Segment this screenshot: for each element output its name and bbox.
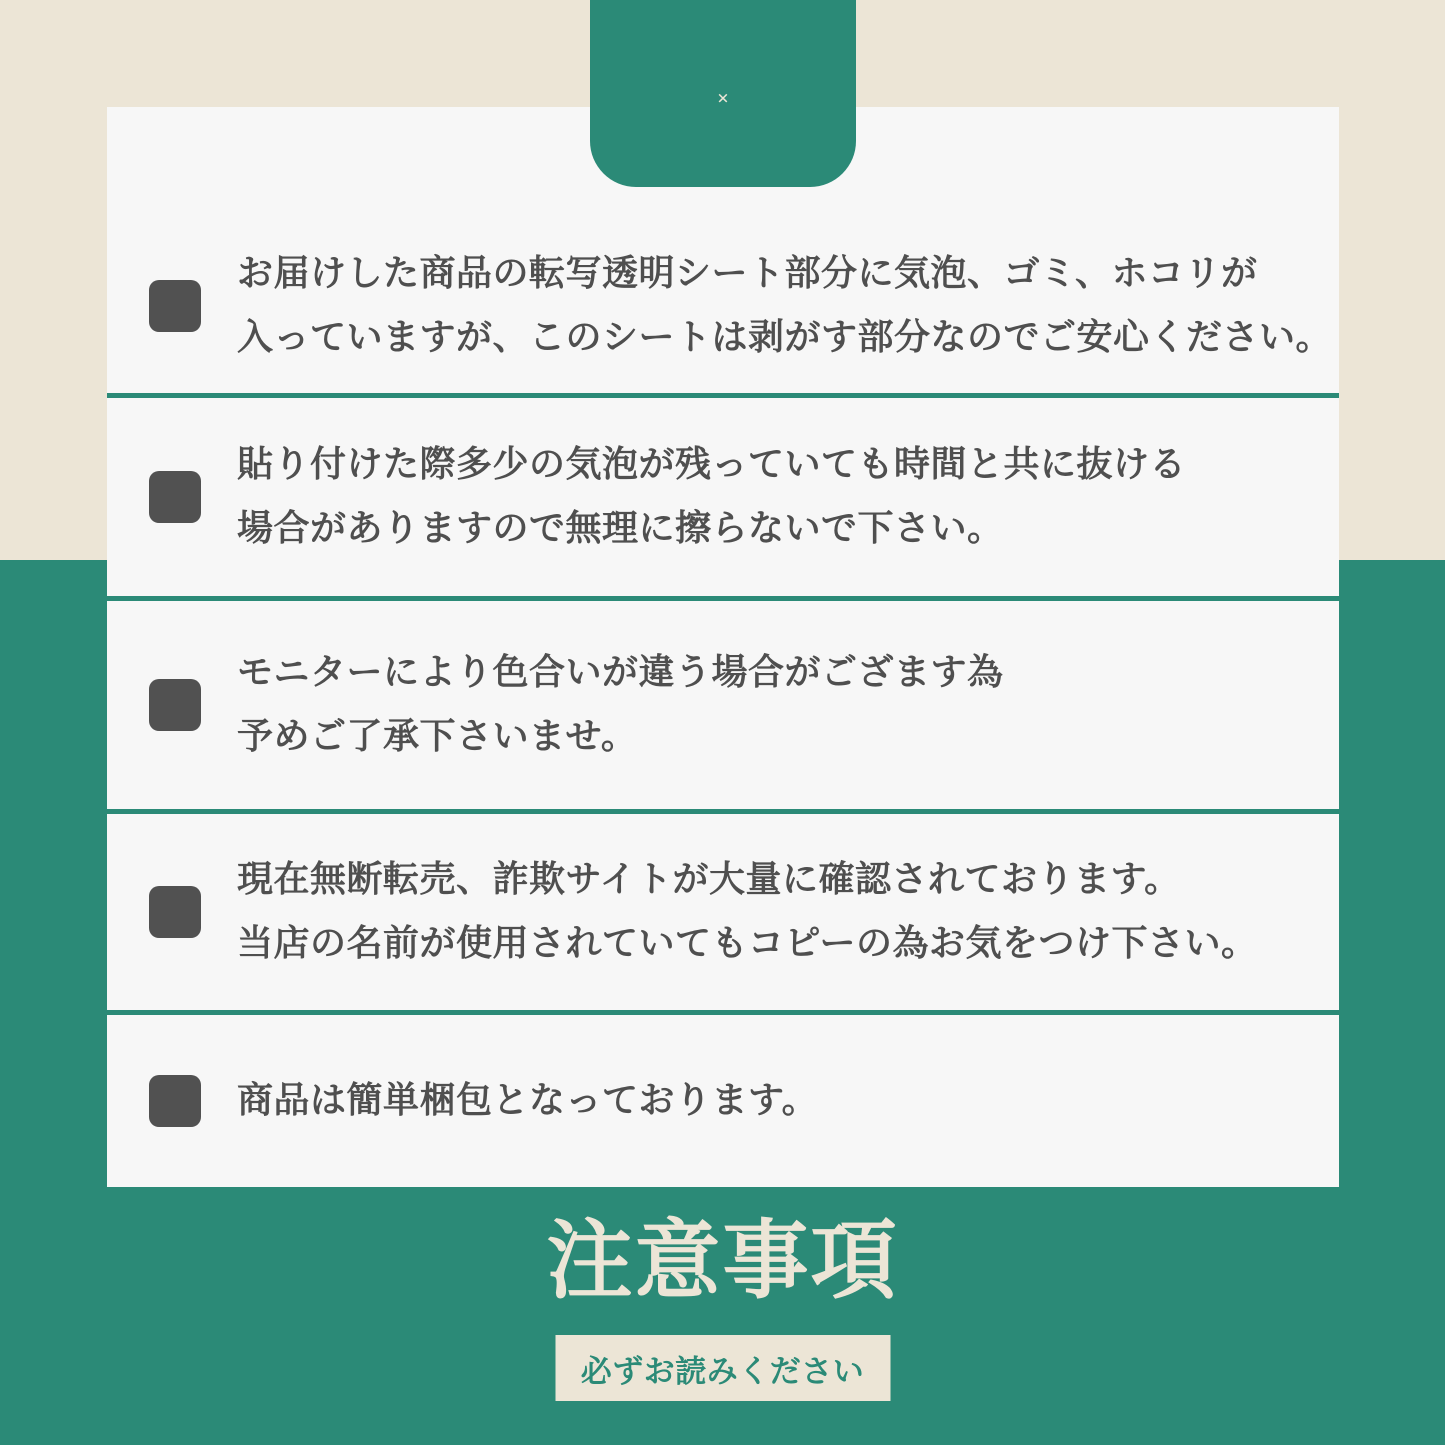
notice-item — [107, 393, 1339, 596]
notice-item — [107, 1010, 1339, 1187]
logo-x-icon: × — [716, 87, 729, 109]
notice-panel — [107, 107, 1339, 1187]
notice-text-line: モニターにより色合いが違う場合がござます為 — [237, 652, 1004, 693]
notice-text-line: 入っていますが、このシートは剥がす部分なのでご安心ください。 — [237, 317, 1333, 358]
checkbox-icon — [149, 886, 201, 938]
brand-logo-circle — [590, 0, 856, 187]
checkbox-icon — [149, 280, 201, 332]
notice-text — [237, 242, 1332, 370]
notice-item — [107, 809, 1339, 1010]
checkbox-icon — [149, 1075, 201, 1127]
must-read-label — [555, 1335, 890, 1401]
notice-text — [237, 848, 1319, 976]
notice-text-line: 貼り付けた際多少の気泡が残っていても時間と共に抜ける — [237, 444, 1187, 485]
notice-text — [237, 1069, 1319, 1133]
notice-text-line: お届けした商品の転写透明シート部分に気泡、ゴミ、ホコリが — [237, 253, 1258, 294]
checkbox-icon — [149, 679, 201, 731]
notice-text-line: 場合がありますので無理に擦らないで下さい。 — [237, 508, 1004, 549]
notice-item — [107, 596, 1339, 809]
checkbox-icon — [149, 471, 201, 523]
notice-text-line: 予めご了承下さいませ。 — [237, 716, 638, 757]
notice-text-line: 商品は簡単梱包となっております。 — [237, 1080, 819, 1121]
notice-text-line: 現在無断転売、詐欺サイトが大量に確認されております。 — [237, 859, 1181, 900]
notice-text — [237, 433, 1319, 561]
notice-text — [237, 641, 1319, 769]
page-title: 注意事項 — [546, 1211, 899, 1311]
notice-text-line: 当店の名前が使用されていてもコピーの為お気をつけ下さい。 — [237, 923, 1258, 964]
must-read-label-text: 必ずお読みください — [580, 1353, 865, 1390]
brand-badge — [590, 0, 856, 187]
